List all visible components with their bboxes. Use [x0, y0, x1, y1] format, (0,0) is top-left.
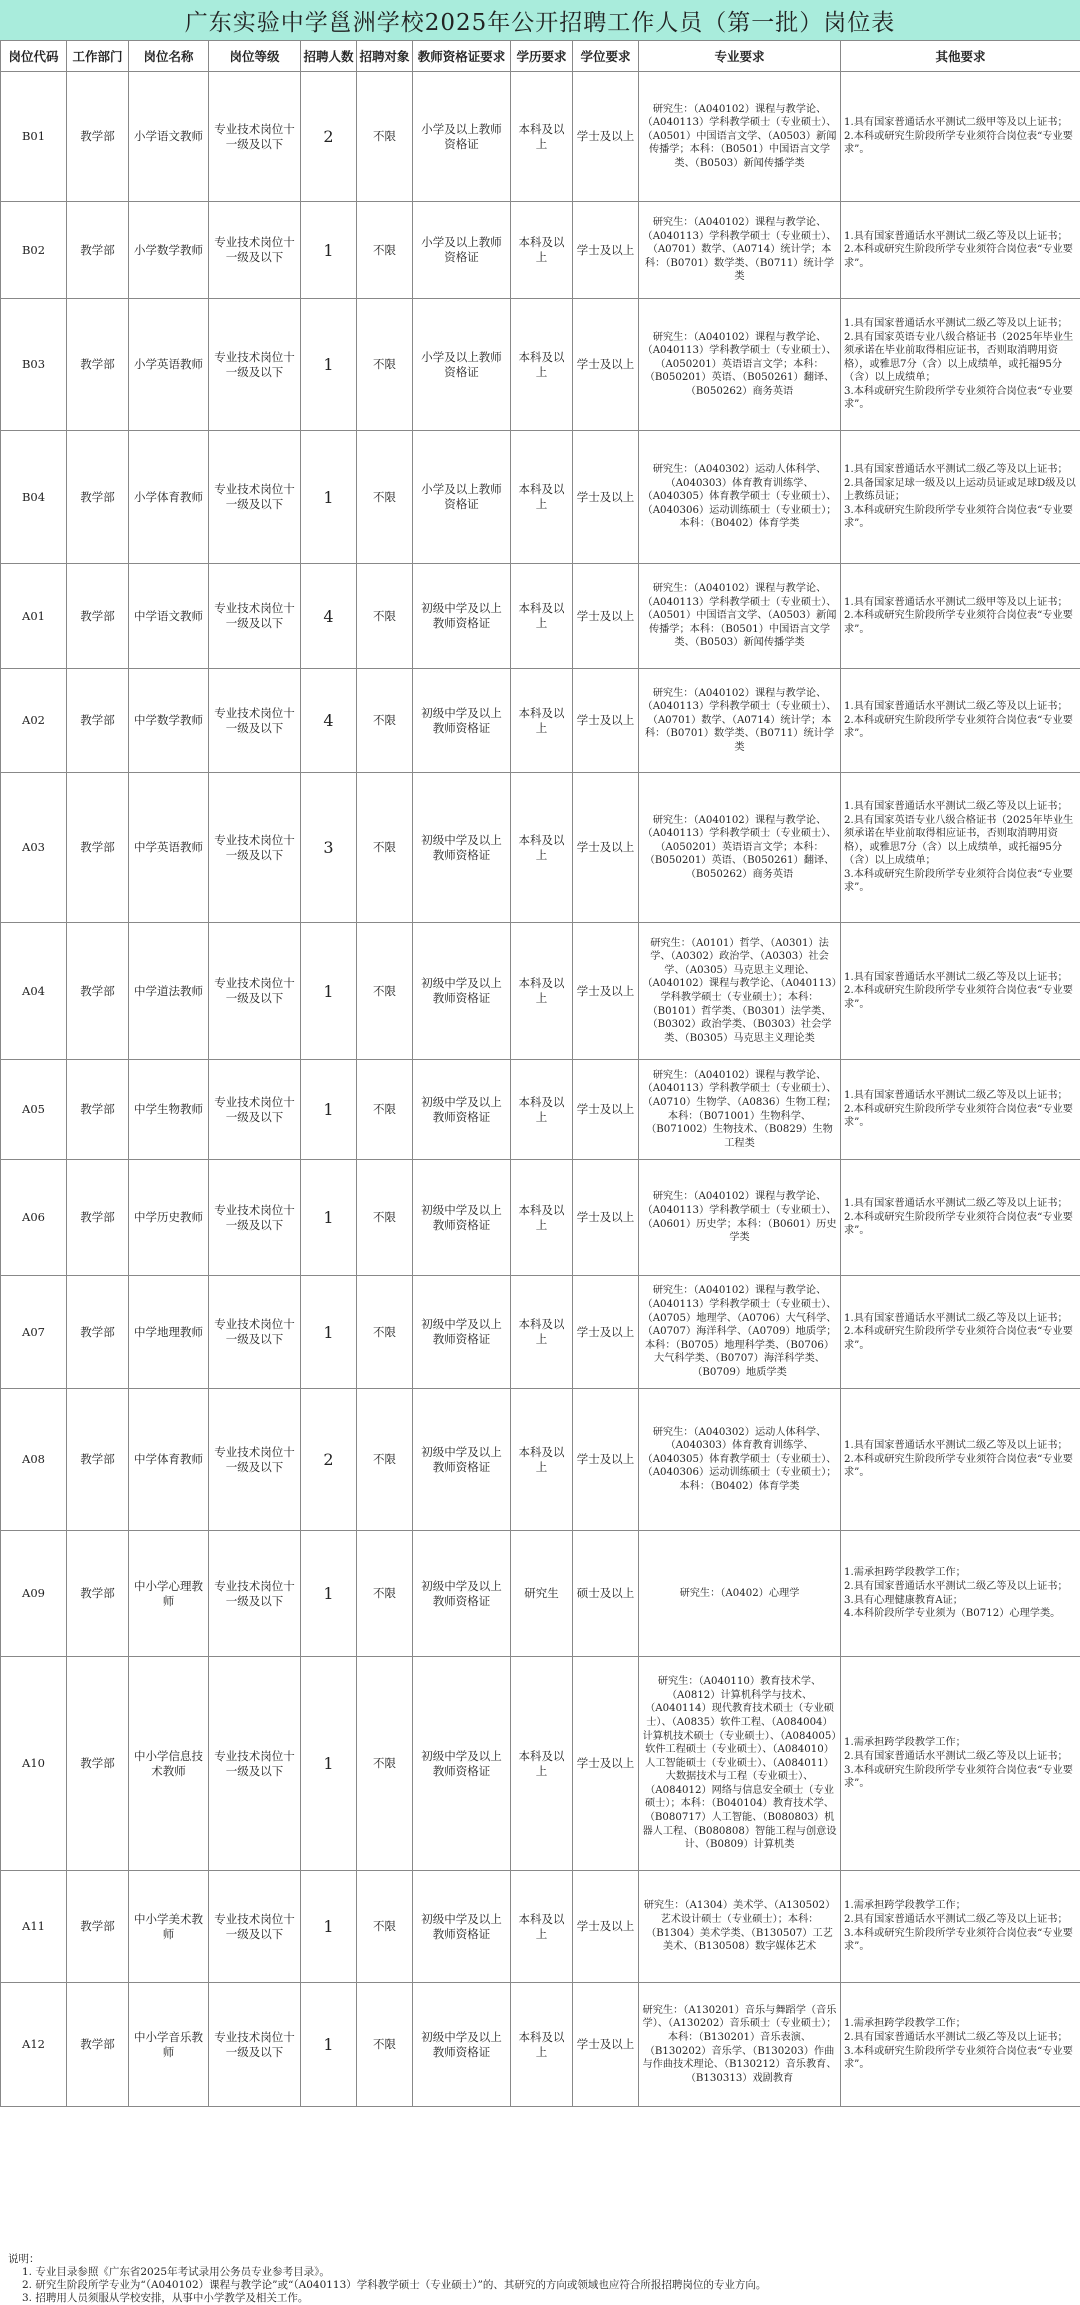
position-name: 中小学美术教师 — [129, 1871, 209, 1983]
other-requirement — [841, 1389, 1080, 1531]
work-dept: 教学部 — [67, 1531, 129, 1657]
cert-requirement: 初级中学及以上教师资格证 — [413, 1983, 511, 2107]
table-row — [1, 1160, 1080, 1276]
position-level: 专业技术岗位十一级及以下 — [209, 1276, 301, 1389]
position-level: 专业技术岗位十一级及以下 — [209, 923, 301, 1060]
hire-count: 1 — [301, 1276, 357, 1389]
degree-requirement: 学士及以上 — [573, 1276, 639, 1389]
header-degree: 学位要求 — [573, 41, 639, 72]
other-requirement-line: 3.本科或研究生阶段所学专业须符合岗位表“专业要求”。 — [844, 1764, 1077, 1791]
hire-target: 不限 — [357, 923, 413, 1060]
position-level: 专业技术岗位十一级及以下 — [209, 202, 301, 299]
position-level: 专业技术岗位十一级及以下 — [209, 564, 301, 669]
position-name: 小学英语教师 — [129, 299, 209, 431]
position-name: 小学语文教师 — [129, 72, 209, 202]
position-name: 中学历史教师 — [129, 1160, 209, 1276]
hire-target: 不限 — [357, 1871, 413, 1983]
edu-requirement: 本科及以上 — [511, 1983, 573, 2107]
work-dept: 教学部 — [67, 1389, 129, 1531]
other-requirement-line: 1.需承担跨学段教学工作； — [844, 1566, 1077, 1580]
major-requirement: 研究生：（A040102）课程与教学论、（A040113）学科教学硕士（专业硕士）、（A0701）数学、（A0714）统计学；本科：（B0701）数学类、（B0711）统计学类 — [639, 202, 841, 299]
position-code: A07 — [1, 1276, 67, 1389]
other-requirement-line: 2.具有国家普通话水平测试二级乙等及以上证书； — [844, 1750, 1077, 1764]
table-row — [1, 773, 1080, 923]
position-name: 中学道法教师 — [129, 923, 209, 1060]
degree-requirement: 学士及以上 — [573, 431, 639, 564]
other-requirement — [841, 1657, 1080, 1871]
position-code: B03 — [1, 299, 67, 431]
hire-count: 1 — [301, 923, 357, 1060]
table-row — [1, 202, 1080, 299]
position-level: 专业技术岗位十一级及以下 — [209, 1160, 301, 1276]
other-requirement-line: 1.具有国家普通话水平测试二级乙等及以上证书； — [844, 1089, 1077, 1103]
table-row — [1, 72, 1080, 202]
position-code: A09 — [1, 1531, 67, 1657]
notes-section — [8, 2253, 1072, 2305]
hire-target: 不限 — [357, 1060, 413, 1160]
hire-count: 1 — [301, 1871, 357, 1983]
table-row — [1, 1389, 1080, 1531]
other-requirement-line: 2.具有国家普通话水平测试二级乙等及以上证书； — [844, 2031, 1077, 2045]
work-dept: 教学部 — [67, 1276, 129, 1389]
document-title: 广东实验中学邕洲学校2025年公开招聘工作人员（第一批）岗位表 — [0, 0, 1080, 41]
position-name: 中小学音乐教师 — [129, 1983, 209, 2107]
edu-requirement: 本科及以上 — [511, 564, 573, 669]
edu-requirement: 本科及以上 — [511, 1276, 573, 1389]
position-code: A05 — [1, 1060, 67, 1160]
position-code: A12 — [1, 1983, 67, 2107]
hire-target: 不限 — [357, 1389, 413, 1531]
table-row — [1, 1060, 1080, 1160]
other-requirement-line: 1.具有国家普通话水平测试二级乙等及以上证书； — [844, 1312, 1077, 1326]
other-requirement-line: 1.具有国家普通话水平测试二级乙等及以上证书； — [844, 1439, 1077, 1453]
table-row — [1, 299, 1080, 431]
major-requirement: 研究生：（A040110）教育技术学、（A0812）计算机科学与技术、（A040114）现代教育技术硕士（专业硕士）、（A0835）软件工程、（A084004）计算机技术硕士（专业硕士）、（A084005）软件工程硕士（专业硕士）、（A084010）人工智能硕士（专业硕士）、（A084011）大数据技术与工程（专业硕士）、（A084012）网络与信息安全硕士（专业硕士）；本科：（B040104）教育技术学、（B080717）人工智能、（B080803）机器人工程、（B080808）智能工程与创意设计、（B0809）计算机类 — [639, 1657, 841, 1871]
table-header-row — [1, 41, 1080, 72]
other-requirement-line: 3.本科或研究生阶段所学专业须符合岗位表“专业要求”。 — [844, 1927, 1077, 1954]
other-requirement-line: 2.本科或研究生阶段所学专业须符合岗位表“专业要求”。 — [844, 1453, 1077, 1480]
position-code: B04 — [1, 431, 67, 564]
other-requirement-line: 1.需承担跨学段教学工作； — [844, 2017, 1077, 2031]
cert-requirement: 初级中学及以上教师资格证 — [413, 1531, 511, 1657]
position-level: 专业技术岗位十一级及以下 — [209, 669, 301, 773]
hire-target: 不限 — [357, 72, 413, 202]
header-level: 岗位等级 — [209, 41, 301, 72]
other-requirement-line: 2.本科或研究生阶段所学专业须符合岗位表“专业要求”。 — [844, 1211, 1077, 1238]
edu-requirement: 本科及以上 — [511, 923, 573, 1060]
edu-requirement: 本科及以上 — [511, 1389, 573, 1531]
position-name: 中小学信息技术教师 — [129, 1657, 209, 1871]
other-requirement-line: 2.具有国家普通话水平测试二级乙等及以上证书； — [844, 1913, 1077, 1927]
major-requirement: 研究生：（A040102）课程与教学论、（A040113）学科教学硕士（专业硕士）、（A0710）生物学、（A0836）生物工程；本科：（B071001）生物科学、（B071002）生物技术、（B0829）生物工程类 — [639, 1060, 841, 1160]
position-table — [0, 40, 1080, 2107]
cert-requirement: 初级中学及以上教师资格证 — [413, 1060, 511, 1160]
other-requirement — [841, 564, 1080, 669]
position-code: A10 — [1, 1657, 67, 1871]
hire-count: 3 — [301, 773, 357, 923]
header-dept: 工作部门 — [67, 41, 129, 72]
major-requirement: 研究生：（A040102）课程与教学论、（A040113）学科教学硕士（专业硕士）、（A0501）中国语言文学、（A0503）新闻传播学；本科：（B0501）中国语言文学类、（B0503）新闻传播学类 — [639, 72, 841, 202]
position-name: 中学地理教师 — [129, 1276, 209, 1389]
table-row — [1, 1657, 1080, 1871]
table-row — [1, 923, 1080, 1060]
work-dept: 教学部 — [67, 299, 129, 431]
major-requirement: 研究生：（A0101）哲学、（A0301）法学、（A0302）政治学、（A0303）社会学、（A0305）马克思主义理论、（A040102）课程与教学论、（A040113）学科教学硕士（专业硕士）；本科：（B0101）哲学类、（B0301）法学类、（B0302）政治学类、（B0303）社会学类、（B0305）马克思主义理论类 — [639, 923, 841, 1060]
header-cert: 教师资格证要求 — [413, 41, 511, 72]
major-requirement: 研究生：（A040102）课程与教学论、（A040113）学科教学硕士（专业硕士）、（A0705）地理学、（A0706）大气科学、（A0707）海洋科学、（A0709）地质学；本科：（B0705）地理科学类、（B0706）大气科学类、（B0707）海洋科学类、（B0709）地质学类 — [639, 1276, 841, 1389]
degree-requirement: 学士及以上 — [573, 923, 639, 1060]
position-name: 中学生物教师 — [129, 1060, 209, 1160]
hire-target: 不限 — [357, 202, 413, 299]
major-requirement: 研究生：（A040102）课程与教学论、（A040113）学科教学硕士（专业硕士）、（A0501）中国语言文学、（A0503）新闻传播学；本科：（B0501）中国语言文学类、（B0503）新闻传播学类 — [639, 564, 841, 669]
work-dept: 教学部 — [67, 1983, 129, 2107]
position-level: 专业技术岗位十一级及以下 — [209, 1389, 301, 1531]
table-row — [1, 1983, 1080, 2107]
other-requirement-line: 1.具有国家普通话水平测试二级乙等及以上证书； — [844, 317, 1077, 331]
hire-count: 1 — [301, 1657, 357, 1871]
hire-target: 不限 — [357, 564, 413, 669]
hire-target: 不限 — [357, 299, 413, 431]
degree-requirement: 学士及以上 — [573, 564, 639, 669]
hire-target: 不限 — [357, 1276, 413, 1389]
major-requirement: 研究生：（A040102）课程与教学论、（A040113）学科教学硕士（专业硕士）、（A0601）历史学；本科：（B0601）历史学类 — [639, 1160, 841, 1276]
hire-target: 不限 — [357, 1160, 413, 1276]
other-requirement-line: 1.具有国家普通话水平测试二级甲等及以上证书； — [844, 596, 1077, 610]
work-dept: 教学部 — [67, 431, 129, 564]
degree-requirement: 学士及以上 — [573, 1060, 639, 1160]
position-code: A08 — [1, 1389, 67, 1531]
work-dept: 教学部 — [67, 72, 129, 202]
cert-requirement: 小学及以上教师资格证 — [413, 299, 511, 431]
edu-requirement: 研究生 — [511, 1531, 573, 1657]
table-row — [1, 1276, 1080, 1389]
cert-requirement: 初级中学及以上教师资格证 — [413, 773, 511, 923]
other-requirement — [841, 1983, 1080, 2107]
degree-requirement: 学士及以上 — [573, 1160, 639, 1276]
cert-requirement: 初级中学及以上教师资格证 — [413, 669, 511, 773]
hire-count: 1 — [301, 1060, 357, 1160]
work-dept: 教学部 — [67, 1160, 129, 1276]
note-line-1: 1. 专业目录参照《广东省2025年考试录用公务员专业参考目录》。 — [8, 2266, 1072, 2279]
other-requirement-line: 2.本科或研究生阶段所学专业须符合岗位表“专业要求”。 — [844, 714, 1077, 741]
hire-target: 不限 — [357, 1657, 413, 1871]
header-name: 岗位名称 — [129, 41, 209, 72]
cert-requirement: 初级中学及以上教师资格证 — [413, 1871, 511, 1983]
cert-requirement: 小学及以上教师资格证 — [413, 431, 511, 564]
cert-requirement: 初级中学及以上教师资格证 — [413, 1160, 511, 1276]
hire-target: 不限 — [357, 669, 413, 773]
edu-requirement: 本科及以上 — [511, 1160, 573, 1276]
other-requirement-line: 2.具有国家普通话水平测试二级乙等及以上证书； — [844, 1580, 1077, 1594]
hire-count: 1 — [301, 1531, 357, 1657]
position-level: 专业技术岗位十一级及以下 — [209, 431, 301, 564]
note-line-3: 3. 招聘用人员须服从学校安排，从事中小学教学及相关工作。 — [8, 2292, 1072, 2305]
work-dept: 教学部 — [67, 1657, 129, 1871]
cert-requirement: 初级中学及以上教师资格证 — [413, 564, 511, 669]
position-code: A04 — [1, 923, 67, 1060]
edu-requirement: 本科及以上 — [511, 1060, 573, 1160]
header-major: 专业要求 — [639, 41, 841, 72]
position-name: 中学体育教师 — [129, 1389, 209, 1531]
other-requirement-line: 2.本科或研究生阶段所学专业须符合岗位表“专业要求”。 — [844, 243, 1077, 270]
degree-requirement: 学士及以上 — [573, 72, 639, 202]
position-code: A01 — [1, 564, 67, 669]
position-name: 中学数学教师 — [129, 669, 209, 773]
position-level: 专业技术岗位十一级及以下 — [209, 72, 301, 202]
other-requirement — [841, 773, 1080, 923]
degree-requirement: 学士及以上 — [573, 202, 639, 299]
header-other: 其他要求 — [841, 41, 1080, 72]
work-dept: 教学部 — [67, 202, 129, 299]
work-dept: 教学部 — [67, 669, 129, 773]
hire-target: 不限 — [357, 431, 413, 564]
position-name: 小学体育教师 — [129, 431, 209, 564]
header-target: 招聘对象 — [357, 41, 413, 72]
other-requirement-line: 1.具有国家普通话水平测试二级乙等及以上证书； — [844, 800, 1077, 814]
position-code: A11 — [1, 1871, 67, 1983]
degree-requirement: 学士及以上 — [573, 1657, 639, 1871]
other-requirement — [841, 431, 1080, 564]
major-requirement: 研究生：（A130201）音乐与舞蹈学（音乐学）、（A130202）音乐硕士（专业硕士）；本科：（B130201）音乐表演、（B130202）音乐学、（B130203）作曲与作曲技术理论、（B130212）音乐教育、（B130313）戏剧教育 — [639, 1983, 841, 2107]
hire-target: 不限 — [357, 1983, 413, 2107]
major-requirement: 研究生：（A040102）课程与教学论、（A040113）学科教学硕士（专业硕士）、（A050201）英语语言文学；本科：（B050201）英语、（B050261）翻译、（B050262）商务英语 — [639, 299, 841, 431]
edu-requirement: 本科及以上 — [511, 299, 573, 431]
table-row — [1, 1871, 1080, 1983]
work-dept: 教学部 — [67, 773, 129, 923]
hire-count: 2 — [301, 72, 357, 202]
cert-requirement: 小学及以上教师资格证 — [413, 72, 511, 202]
other-requirement — [841, 1160, 1080, 1276]
table-body — [1, 72, 1080, 2107]
hire-count: 4 — [301, 669, 357, 773]
degree-requirement: 学士及以上 — [573, 1983, 639, 2107]
position-level: 专业技术岗位十一级及以下 — [209, 773, 301, 923]
other-requirement-line: 2.具备国家足球一级及以上运动员证或足球D级及以上教练员证； — [844, 477, 1077, 504]
other-requirement — [841, 1531, 1080, 1657]
degree-requirement: 学士及以上 — [573, 1871, 639, 1983]
header-code: 岗位代码 — [1, 41, 67, 72]
other-requirement-line: 1.需承担跨学段教学工作； — [844, 1736, 1077, 1750]
other-requirement-line: 1.具有国家普通话水平测试二级乙等及以上证书； — [844, 463, 1077, 477]
work-dept: 教学部 — [67, 1060, 129, 1160]
work-dept: 教学部 — [67, 564, 129, 669]
other-requirement-line: 1.具有国家普通话水平测试二级乙等及以上证书； — [844, 700, 1077, 714]
other-requirement-line: 3.具有心理健康教育A证； — [844, 1594, 1077, 1608]
other-requirement — [841, 923, 1080, 1060]
degree-requirement: 硕士及以上 — [573, 1531, 639, 1657]
hire-target: 不限 — [357, 773, 413, 923]
other-requirement-line: 2.本科或研究生阶段所学专业须符合岗位表“专业要求”。 — [844, 130, 1077, 157]
hire-count: 1 — [301, 202, 357, 299]
cert-requirement: 初级中学及以上教师资格证 — [413, 1389, 511, 1531]
hire-count: 1 — [301, 431, 357, 564]
major-requirement: 研究生：（A1304）美术学、（A130502）艺术设计硕士（专业硕士）；本科：（B1304）美术学类、（B130507）工艺美术、（B130508）数字媒体艺术 — [639, 1871, 841, 1983]
position-code: A03 — [1, 773, 67, 923]
header-count: 招聘人数 — [301, 41, 357, 72]
position-name: 中学英语教师 — [129, 773, 209, 923]
degree-requirement: 学士及以上 — [573, 669, 639, 773]
cert-requirement: 初级中学及以上教师资格证 — [413, 1276, 511, 1389]
hire-count: 2 — [301, 1389, 357, 1531]
hire-count: 1 — [301, 1160, 357, 1276]
edu-requirement: 本科及以上 — [511, 72, 573, 202]
hire-target: 不限 — [357, 1531, 413, 1657]
major-requirement: 研究生：（A040302）运动人体科学、（A040303）体育教育训练学、（A040305）体育教学硕士（专业硕士）、（A040306）运动训练硕士（专业硕士）；本科：（B0402）体育学类 — [639, 431, 841, 564]
other-requirement-line: 2.具有国家英语专业八级合格证书（2025年毕业生须承诺在毕业前取得相应证书，否则取消聘用资格），或雅思7分（含）以上成绩单，或托福95分（含）以上成绩单； — [844, 814, 1077, 868]
other-requirement — [841, 202, 1080, 299]
table-row — [1, 431, 1080, 564]
notes-label: 说明： — [8, 2253, 1072, 2266]
edu-requirement: 本科及以上 — [511, 669, 573, 773]
edu-requirement: 本科及以上 — [511, 773, 573, 923]
other-requirement-line: 1.需承担跨学段教学工作； — [844, 1899, 1077, 1913]
other-requirement — [841, 1276, 1080, 1389]
edu-requirement: 本科及以上 — [511, 431, 573, 564]
other-requirement-line: 1.具有国家普通话水平测试二级甲等及以上证书； — [844, 116, 1077, 130]
other-requirement — [841, 299, 1080, 431]
position-name: 中学语文教师 — [129, 564, 209, 669]
major-requirement: 研究生：（A040302）运动人体科学、（A040303）体育教育训练学、（A040305）体育教学硕士（专业硕士）、（A040306）运动训练硕士（专业硕士）；本科：（B0402）体育学类 — [639, 1389, 841, 1531]
position-level: 专业技术岗位十一级及以下 — [209, 1871, 301, 1983]
hire-count: 1 — [301, 299, 357, 431]
position-level: 专业技术岗位十一级及以下 — [209, 299, 301, 431]
cert-requirement: 初级中学及以上教师资格证 — [413, 1657, 511, 1871]
position-level: 专业技术岗位十一级及以下 — [209, 1983, 301, 2107]
hire-count: 1 — [301, 1983, 357, 2107]
other-requirement-line: 1.具有国家普通话水平测试二级乙等及以上证书； — [844, 1197, 1077, 1211]
position-code: A06 — [1, 1160, 67, 1276]
position-level: 专业技术岗位十一级及以下 — [209, 1657, 301, 1871]
table-row — [1, 1531, 1080, 1657]
header-edu: 学历要求 — [511, 41, 573, 72]
other-requirement — [841, 1871, 1080, 1983]
edu-requirement: 本科及以上 — [511, 1657, 573, 1871]
other-requirement-line: 1.具有国家普通话水平测试二级乙等及以上证书； — [844, 971, 1077, 985]
other-requirement-line: 3.本科或研究生阶段所学专业须符合岗位表“专业要求”。 — [844, 868, 1077, 895]
cert-requirement: 小学及以上教师资格证 — [413, 202, 511, 299]
other-requirement — [841, 669, 1080, 773]
hire-count: 4 — [301, 564, 357, 669]
other-requirement-line: 3.本科或研究生阶段所学专业须符合岗位表“专业要求”。 — [844, 2045, 1077, 2072]
other-requirement-line: 2.本科或研究生阶段所学专业须符合岗位表“专业要求”。 — [844, 1103, 1077, 1130]
other-requirement-line: 4.本科阶段所学专业须为（B0712）心理学类。 — [844, 1607, 1077, 1621]
degree-requirement: 学士及以上 — [573, 1389, 639, 1531]
position-name: 中小学心理教师 — [129, 1531, 209, 1657]
position-level: 专业技术岗位十一级及以下 — [209, 1531, 301, 1657]
position-name: 小学数学教师 — [129, 202, 209, 299]
cert-requirement: 初级中学及以上教师资格证 — [413, 923, 511, 1060]
other-requirement — [841, 72, 1080, 202]
table-row — [1, 564, 1080, 669]
table-row — [1, 669, 1080, 773]
other-requirement-line: 3.本科或研究生阶段所学专业须符合岗位表“专业要求”。 — [844, 385, 1077, 412]
major-requirement: 研究生：（A040102）课程与教学论、（A040113）学科教学硕士（专业硕士）、（A050201）英语语言文学；本科：（B050201）英语、（B050261）翻译、（B050262）商务英语 — [639, 773, 841, 923]
work-dept: 教学部 — [67, 923, 129, 1060]
other-requirement-line: 2.本科或研究生阶段所学专业须符合岗位表“专业要求”。 — [844, 609, 1077, 636]
other-requirement — [841, 1060, 1080, 1160]
edu-requirement: 本科及以上 — [511, 202, 573, 299]
edu-requirement: 本科及以上 — [511, 1871, 573, 1983]
position-code: B01 — [1, 72, 67, 202]
position-code: A02 — [1, 669, 67, 773]
other-requirement-line: 2.本科或研究生阶段所学专业须符合岗位表“专业要求”。 — [844, 1325, 1077, 1352]
other-requirement-line: 2.本科或研究生阶段所学专业须符合岗位表“专业要求”。 — [844, 984, 1077, 1011]
degree-requirement: 学士及以上 — [573, 299, 639, 431]
other-requirement-line: 1.具有国家普通话水平测试二级乙等及以上证书； — [844, 230, 1077, 244]
other-requirement-line: 3.本科或研究生阶段所学专业须符合岗位表“专业要求”。 — [844, 504, 1077, 531]
work-dept: 教学部 — [67, 1871, 129, 1983]
degree-requirement: 学士及以上 — [573, 773, 639, 923]
position-code: B02 — [1, 202, 67, 299]
major-requirement: 研究生：（A040102）课程与教学论、（A040113）学科教学硕士（专业硕士）、（A0701）数学、（A0714）统计学；本科：（B0701）数学类、（B0711）统计学类 — [639, 669, 841, 773]
note-line-2: 2. 研究生阶段所学专业为“（A040102）课程与教学论”或“（A040113）学科教学硕士（专业硕士）”的、其研究的方向或领域也应符合所报招聘岗位的专业方向。 — [8, 2279, 1072, 2292]
major-requirement: 研究生：（A0402）心理学 — [639, 1531, 841, 1657]
other-requirement-line: 2.具有国家英语专业八级合格证书（2025年毕业生须承诺在毕业前取得相应证书，否则取消聘用资格），或雅思7分（含）以上成绩单，或托福95分（含）以上成绩单； — [844, 331, 1077, 385]
position-level: 专业技术岗位十一级及以下 — [209, 1060, 301, 1160]
